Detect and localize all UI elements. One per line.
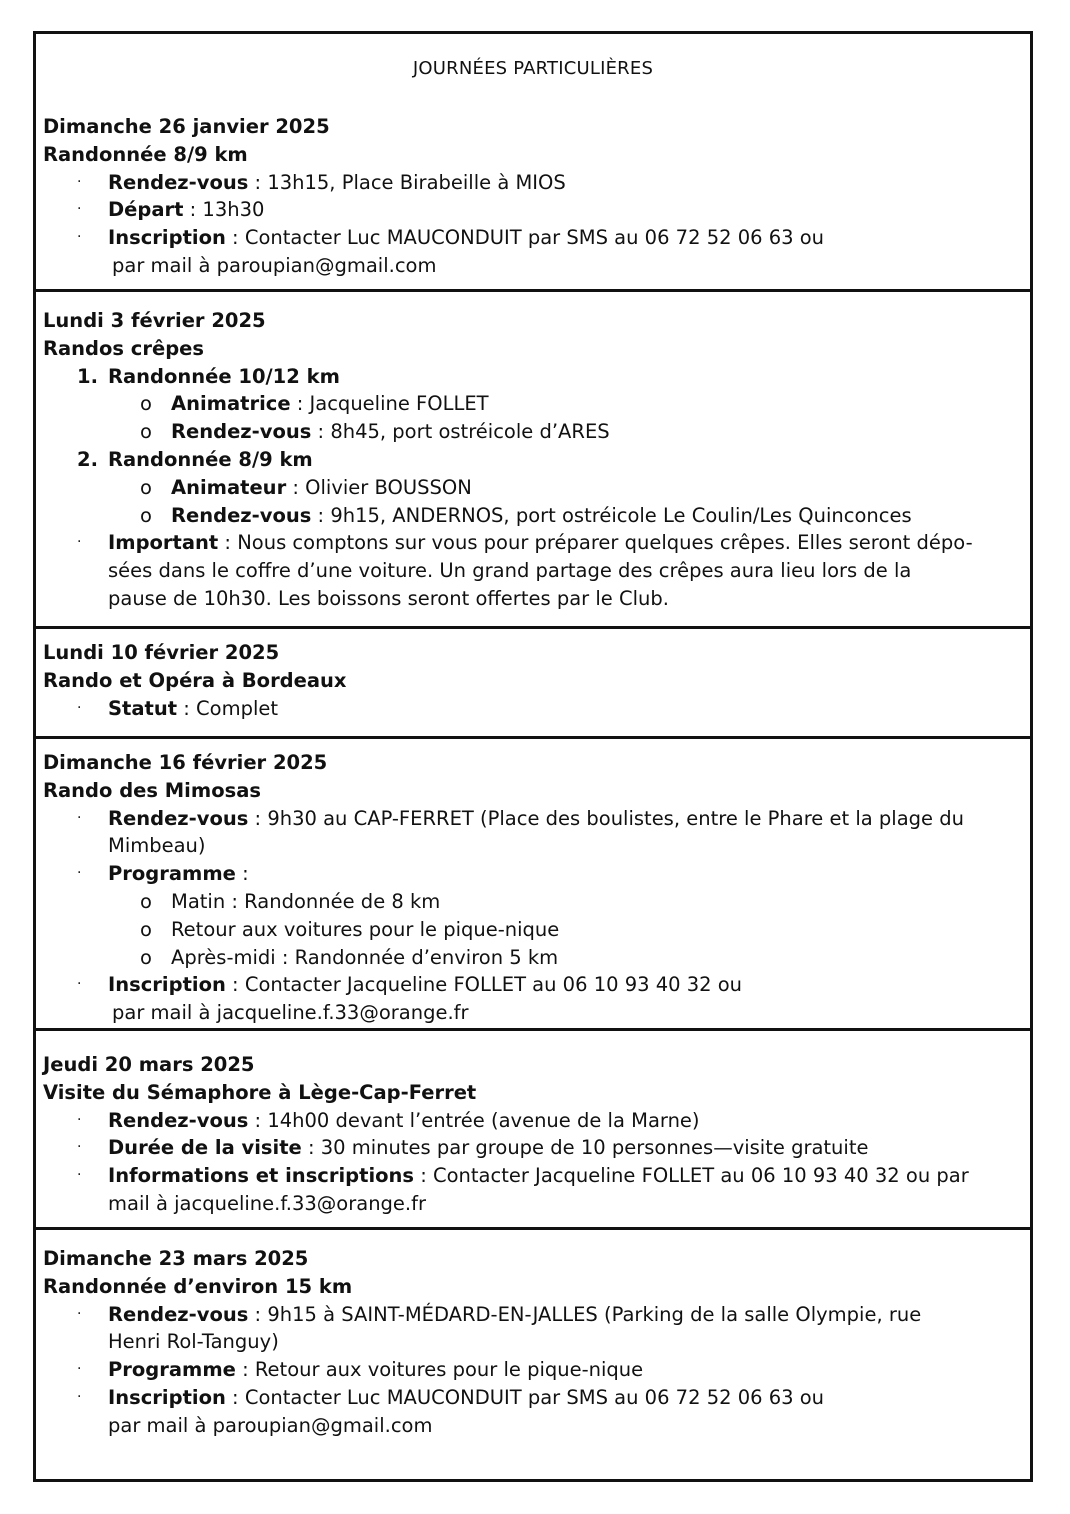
bullet-icon: · (77, 809, 82, 826)
list-item: · Inscription : Contacter Luc MAUCONDUIT par SMS au 06 72 52 06 63 ou (43, 1384, 1020, 1412)
sub-item: o Après-midi : Randonnée d’environ 5 km (43, 944, 1020, 972)
event-date: Dimanche 26 janvier 2025 (43, 115, 330, 138)
event-section (43, 749, 1020, 1027)
sub-item: o Rendez-vous : 9h15, ANDERNOS, port ostréicole Le Coulin/Les Quinconces (43, 502, 1020, 530)
event-section (43, 639, 1020, 722)
event-section (43, 1051, 1020, 1218)
list-item: · Rendez-vous : 9h30 au CAP-FERRET (Place des boulistes, entre le Phare et la plage du (43, 805, 1020, 833)
event-date: Lundi 3 février 2025 (43, 309, 266, 332)
list-item: · Programme : (43, 860, 1020, 888)
list-item-continuation: mail à jacqueline.f.33@orange.fr (108, 1191, 427, 1215)
numbered-item: 2. Randonnée 8/9 km (43, 446, 1020, 474)
circle-bullet-icon: o (140, 475, 152, 499)
bullet-icon: · (77, 699, 82, 716)
list-item: · Important : Nous comptons sur vous pour préparer quelques crêpes. Elles seront dépo- (43, 529, 1020, 557)
section-divider (36, 289, 1030, 292)
bullet-icon: · (77, 865, 82, 882)
numbered-item: 1. Randonnée 10/12 km (43, 363, 1020, 391)
bullet-icon: · (77, 1167, 82, 1184)
circle-bullet-icon: o (140, 917, 152, 941)
event-name: Randonnée 8/9 km (43, 142, 248, 166)
circle-bullet-icon: o (140, 945, 152, 969)
list-item: · Rendez-vous : 14h00 devant l’entrée (avenue de la Marne) (43, 1107, 1020, 1135)
bullet-icon: · (77, 1388, 82, 1405)
event-name: Rando et Opéra à Bordeaux (43, 668, 347, 692)
sub-item: o Rendez-vous : 8h45, port ostréicole d’ARES (43, 418, 1020, 446)
bullet-icon: · (77, 1139, 82, 1156)
list-item-continuation: par mail à paroupian@gmail.com (108, 1413, 433, 1437)
event-name: Randonnée d’environ 15 km (43, 1274, 353, 1298)
list-item: · Programme : Retour aux voitures pour le pique-nique (43, 1356, 1020, 1384)
bullet-icon: · (77, 173, 82, 190)
bullet-icon: · (77, 976, 82, 993)
event-date: Dimanche 16 février 2025 (43, 751, 328, 774)
event-name: Visite du Sémaphore à Lège-Cap-Ferret (43, 1080, 477, 1104)
circle-bullet-icon: o (140, 889, 152, 913)
event-section (43, 307, 1020, 613)
event-name: Rando des Mimosas (43, 778, 261, 802)
list-item-continuation: par mail à jacqueline.f.33@orange.fr (112, 1001, 469, 1025)
bullet-icon: · (77, 534, 82, 551)
sub-item: o Animatrice : Jacqueline FOLLET (43, 390, 1020, 418)
list-item-continuation: sées dans le coffre d’une voiture. Un grand partage des crêpes aura lieu lors de la (108, 559, 912, 583)
sub-item: o Retour aux voitures pour le pique-nique (43, 916, 1020, 944)
list-number: 1. (77, 364, 98, 388)
bullet-icon: · (77, 1111, 82, 1128)
list-item: · Durée de la visite : 30 minutes par groupe de 10 personnes—visite gratuite (43, 1134, 1020, 1162)
section-divider (36, 1028, 1030, 1031)
list-item-continuation: pause de 10h30. Les boissons seront offertes par le Club. (108, 586, 669, 610)
event-date: Dimanche 23 mars 2025 (43, 1247, 309, 1270)
document-title: JOURNÉES PARTICULIÈRES (412, 58, 654, 79)
event-section (43, 1245, 1020, 1440)
circle-bullet-icon: o (140, 503, 152, 527)
list-item: · Inscription : Contacter Luc MAUCONDUIT par SMS au 06 72 52 06 63 ou (43, 224, 1020, 252)
list-item: · Inscription : Contacter Jacqueline FOLLET au 06 10 93 40 32 ou (43, 971, 1020, 999)
list-item-continuation: Mimbeau) (108, 834, 206, 858)
list-item: · Statut : Complet (43, 695, 1020, 723)
event-name: Randos crêpes (43, 336, 204, 360)
bullet-icon: · (77, 1361, 82, 1378)
sub-item: o Matin : Randonnée de 8 km (43, 888, 1020, 916)
list-item: · Départ : 13h30 (43, 196, 1020, 224)
list-number: 2. (77, 447, 98, 471)
circle-bullet-icon: o (140, 392, 152, 416)
bullet-icon: · (77, 1305, 82, 1322)
event-date: Lundi 10 février 2025 (43, 641, 280, 664)
section-divider (36, 736, 1030, 739)
section-divider (36, 1227, 1030, 1230)
bullet-icon: · (77, 229, 82, 246)
event-date: Jeudi 20 mars 2025 (43, 1053, 255, 1076)
document-frame (33, 31, 1033, 1482)
event-section (43, 113, 1020, 280)
list-item-continuation: Henri Rol-Tanguy) (108, 1330, 279, 1354)
list-item: · Rendez-vous : 9h15 à SAINT-MÉDARD-EN-JALLES (Parking de la salle Olympie, rue (43, 1301, 1020, 1329)
section-divider (36, 626, 1030, 629)
list-item: · Informations et inscriptions : Contacter Jacqueline FOLLET au 06 10 93 40 32 ou par (43, 1162, 1020, 1190)
sub-item: o Animateur : Olivier BOUSSON (43, 474, 1020, 502)
circle-bullet-icon: o (140, 420, 152, 444)
list-item: · Rendez-vous : 13h15, Place Birabeille à MIOS (43, 169, 1020, 197)
bullet-icon: · (77, 201, 82, 218)
list-item-continuation: par mail à paroupian@gmail.com (112, 253, 437, 277)
